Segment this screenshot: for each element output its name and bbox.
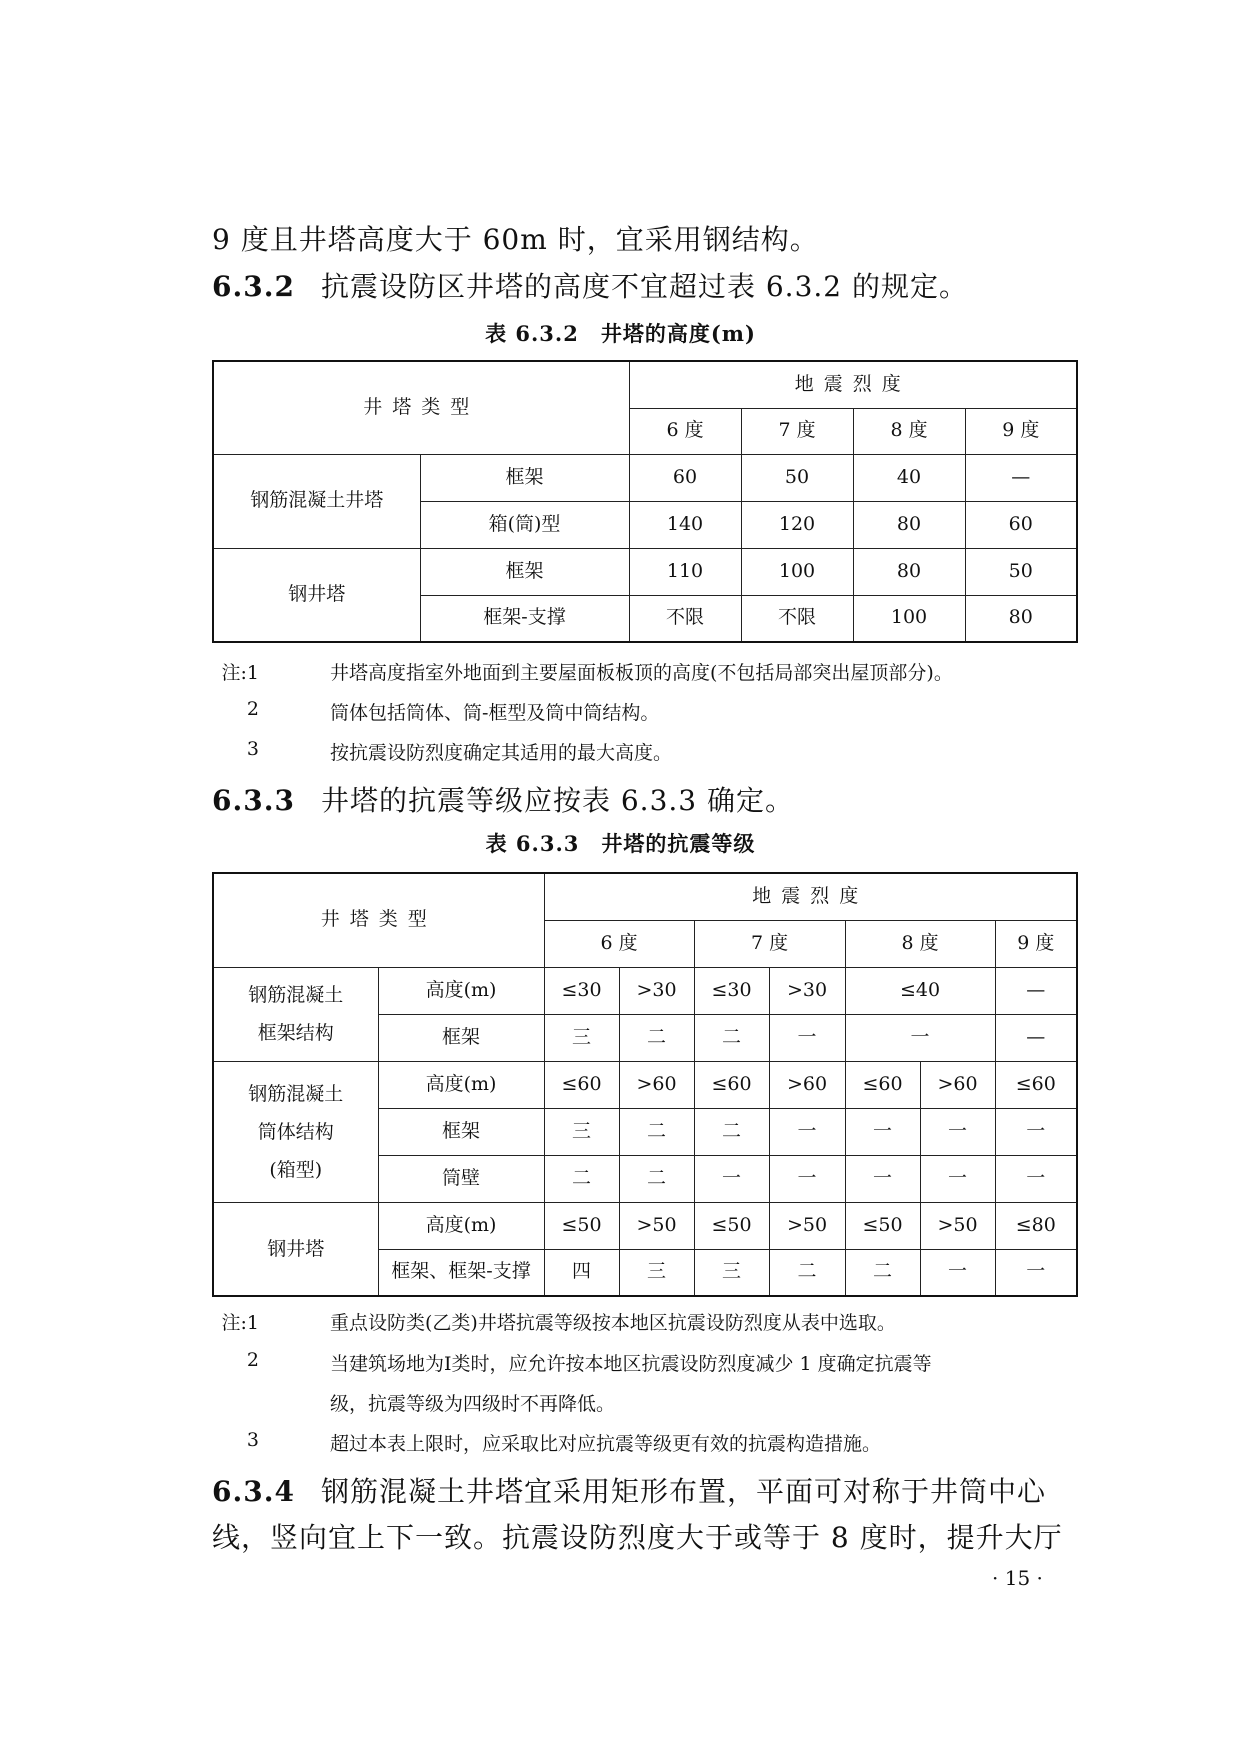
height-value: 100 <box>741 548 853 595</box>
note-label: 2 <box>246 1349 259 1371</box>
grade-value: >50 <box>769 1202 845 1249</box>
grade-value: ≤30 <box>544 967 619 1014</box>
height-value: 80 <box>853 501 965 548</box>
grade-value: >30 <box>619 967 694 1014</box>
table-row <box>213 548 1077 595</box>
grade-value: 一 <box>694 1155 769 1202</box>
height-value: 80 <box>853 548 965 595</box>
row-type-label: 高度(m) <box>378 967 544 1014</box>
table-row <box>213 967 1077 1014</box>
grade-value: ≤50 <box>845 1202 920 1249</box>
grade-value: 一 <box>769 1108 845 1155</box>
height-value: 不限 <box>741 595 853 642</box>
clause-number: 6.3.4 <box>212 1475 295 1508</box>
caption-number: 表 6.3.2 <box>485 321 579 346</box>
height-value: 不限 <box>629 595 741 642</box>
table-row <box>213 454 1077 501</box>
row-group-label: 钢筋混凝土井塔 <box>213 454 420 548</box>
grade-value: ≤60 <box>544 1061 619 1108</box>
height-value: 60 <box>965 501 1077 548</box>
row-type-label: 框架 <box>378 1108 544 1155</box>
page-number: · 15 · <box>992 1566 1043 1590</box>
height-value: 80 <box>965 595 1077 642</box>
intensity-col: 8 度 <box>845 920 995 967</box>
table-row <box>213 1061 1077 1108</box>
grade-value: 二 <box>619 1108 694 1155</box>
grade-value: — <box>995 1014 1077 1061</box>
grade-value: ≤80 <box>995 1202 1077 1249</box>
table-6-3-2-caption <box>0 318 1241 348</box>
note-text: 井塔高度指室外地面到主要屋面板板顶的高度(不包括局部突出屋顶部分)。 <box>330 662 953 684</box>
intensity-col: 9 度 <box>965 408 1077 454</box>
clause-6-3-4-continued: 线，竖向宜上下一致。抗震设防烈度大于或等于 8 度时，提升大厅 <box>212 1521 1063 1554</box>
height-value: — <box>965 454 1077 501</box>
note-text: 按抗震设防烈度确定其适用的最大高度。 <box>330 742 673 764</box>
table-6-3-3-caption <box>0 828 1241 858</box>
row-type-label: 箱(筒)型 <box>420 501 629 548</box>
table-note <box>188 1429 882 1455</box>
intensity-col: 7 度 <box>694 920 845 967</box>
clause-text: 井塔的抗震等级应按表 6.3.3 确定。 <box>320 784 794 817</box>
type-header: 井塔类型 <box>213 873 544 967</box>
note-text: 级，抗震等级为四级时不再降低。 <box>330 1393 616 1415</box>
clause-6-3-4 <box>212 1470 1046 1510</box>
grade-value: >30 <box>769 967 845 1014</box>
height-value: 140 <box>629 501 741 548</box>
grade-value: 一 <box>995 1155 1077 1202</box>
table-note <box>188 1389 616 1415</box>
note-label: 注:1 <box>221 662 259 684</box>
table-6-3-3 <box>212 872 1078 1297</box>
grade-value: 一 <box>920 1155 995 1202</box>
row-type-label: 筒壁 <box>378 1155 544 1202</box>
note-text: 筒体包括筒体、筒-框型及筒中筒结构。 <box>330 702 660 724</box>
row-group-label <box>213 1061 378 1202</box>
grade-value: 一 <box>845 1014 995 1061</box>
group-label-line: (箱型) <box>269 1158 323 1181</box>
grade-value: ≤60 <box>845 1061 920 1108</box>
grade-value: 二 <box>544 1155 619 1202</box>
grade-value: 三 <box>544 1014 619 1061</box>
table-row <box>213 1202 1077 1249</box>
grade-value: 三 <box>619 1249 694 1296</box>
grade-value: ≤60 <box>694 1061 769 1108</box>
group-label-line: 钢井塔 <box>267 1237 325 1260</box>
clause-text: 抗震设防区井塔的高度不宜超过表 6.3.2 的规定。 <box>320 270 969 303</box>
caption-title: 井塔的高度(m) <box>600 321 756 346</box>
row-group-label <box>213 1202 378 1296</box>
grade-value: >50 <box>619 1202 694 1249</box>
grade-value: >60 <box>619 1061 694 1108</box>
height-value: 40 <box>853 454 965 501</box>
height-value: 60 <box>629 454 741 501</box>
grade-value: 二 <box>845 1249 920 1296</box>
grade-value: 二 <box>619 1155 694 1202</box>
group-label-line: 框架结构 <box>257 1022 334 1044</box>
group-label-line: 钢筋混凝土 <box>248 1082 344 1105</box>
clause-number: 6.3.3 <box>212 784 295 817</box>
row-type-label: 框架-支撑 <box>420 595 629 642</box>
caption-number: 表 6.3.3 <box>485 831 580 856</box>
note-text: 当建筑场地为Ⅰ类时，应允许按本地区抗震设防烈度减少 1 度确定抗震等 <box>330 1353 932 1375</box>
height-value: 100 <box>853 595 965 642</box>
clause-number: 6.3.2 <box>212 270 295 303</box>
grade-value: 一 <box>920 1249 995 1296</box>
grade-value: 一 <box>845 1108 920 1155</box>
height-value: 110 <box>629 548 741 595</box>
table-note <box>188 698 660 724</box>
note-label: 3 <box>246 1429 259 1451</box>
grade-value: 一 <box>769 1155 845 1202</box>
grade-value: ≤60 <box>995 1061 1077 1108</box>
note-text: 超过本表上限时，应采取比对应抗震等级更有效的抗震构造措施。 <box>330 1433 882 1455</box>
row-type-label: 高度(m) <box>378 1202 544 1249</box>
note-text: 重点设防类(乙类)井塔抗震等级按本地区抗震设防烈度从表中选取。 <box>330 1312 896 1334</box>
grade-value: 一 <box>845 1155 920 1202</box>
height-value: 50 <box>741 454 853 501</box>
note-label: 3 <box>246 738 259 760</box>
grade-value: 一 <box>995 1108 1077 1155</box>
intensity-col: 6 度 <box>544 920 694 967</box>
row-type-label: 框架、框架-支撑 <box>378 1249 544 1296</box>
table-note <box>188 1349 932 1375</box>
grade-value: 三 <box>544 1108 619 1155</box>
clause-6-3-2 <box>212 265 968 305</box>
group-label-line: 筒体结构 <box>257 1120 334 1143</box>
row-group-label: 钢井塔 <box>213 548 420 642</box>
row-type-label: 框架 <box>378 1014 544 1061</box>
note-label: 注:1 <box>221 1312 259 1334</box>
grade-value: 二 <box>694 1014 769 1061</box>
table-note <box>188 738 673 764</box>
grade-value: >60 <box>920 1061 995 1108</box>
grade-value: >50 <box>920 1202 995 1249</box>
clause-6-3-3 <box>212 779 794 819</box>
grade-value: 二 <box>694 1108 769 1155</box>
table-note <box>188 1308 896 1335</box>
intensity-col: 7 度 <box>741 408 853 454</box>
grade-value: ≤50 <box>544 1202 619 1249</box>
clause-text: 钢筋混凝土井塔宜采用矩形布置，平面可对称于井筒中心 <box>320 1475 1046 1508</box>
grade-value: ≤30 <box>694 967 769 1014</box>
intensity-col: 9 度 <box>995 920 1077 967</box>
table-note <box>188 658 953 685</box>
grade-value: 三 <box>694 1249 769 1296</box>
intensity-col: 6 度 <box>629 408 741 454</box>
grade-value: 一 <box>920 1108 995 1155</box>
note-label: 2 <box>246 698 259 720</box>
intensity-col: 8 度 <box>853 408 965 454</box>
intensity-header: 地震烈度 <box>629 361 1077 408</box>
height-value: 50 <box>965 548 1077 595</box>
row-type-label: 框架 <box>420 548 629 595</box>
row-group-label <box>213 967 378 1061</box>
grade-value: >60 <box>769 1061 845 1108</box>
grade-value: 二 <box>619 1014 694 1061</box>
caption-title: 井塔的抗震等级 <box>601 831 756 856</box>
grade-value: ≤40 <box>845 967 995 1014</box>
grade-value: 二 <box>769 1249 845 1296</box>
height-value: 120 <box>741 501 853 548</box>
grade-value: 一 <box>995 1249 1077 1296</box>
table-6-3-2 <box>212 360 1078 643</box>
grade-value: — <box>995 967 1077 1014</box>
intensity-header: 地震烈度 <box>544 873 1077 920</box>
intro-line: 9 度且井塔高度大于 60m 时，宜采用钢结构。 <box>212 223 819 256</box>
grade-value: 四 <box>544 1249 619 1296</box>
row-type-label: 高度(m) <box>378 1061 544 1108</box>
grade-value: 一 <box>769 1014 845 1061</box>
row-type-label: 框架 <box>420 454 629 501</box>
type-header: 井塔类型 <box>213 361 629 454</box>
group-label-line: 钢筋混凝土 <box>248 984 344 1006</box>
grade-value: ≤50 <box>694 1202 769 1249</box>
